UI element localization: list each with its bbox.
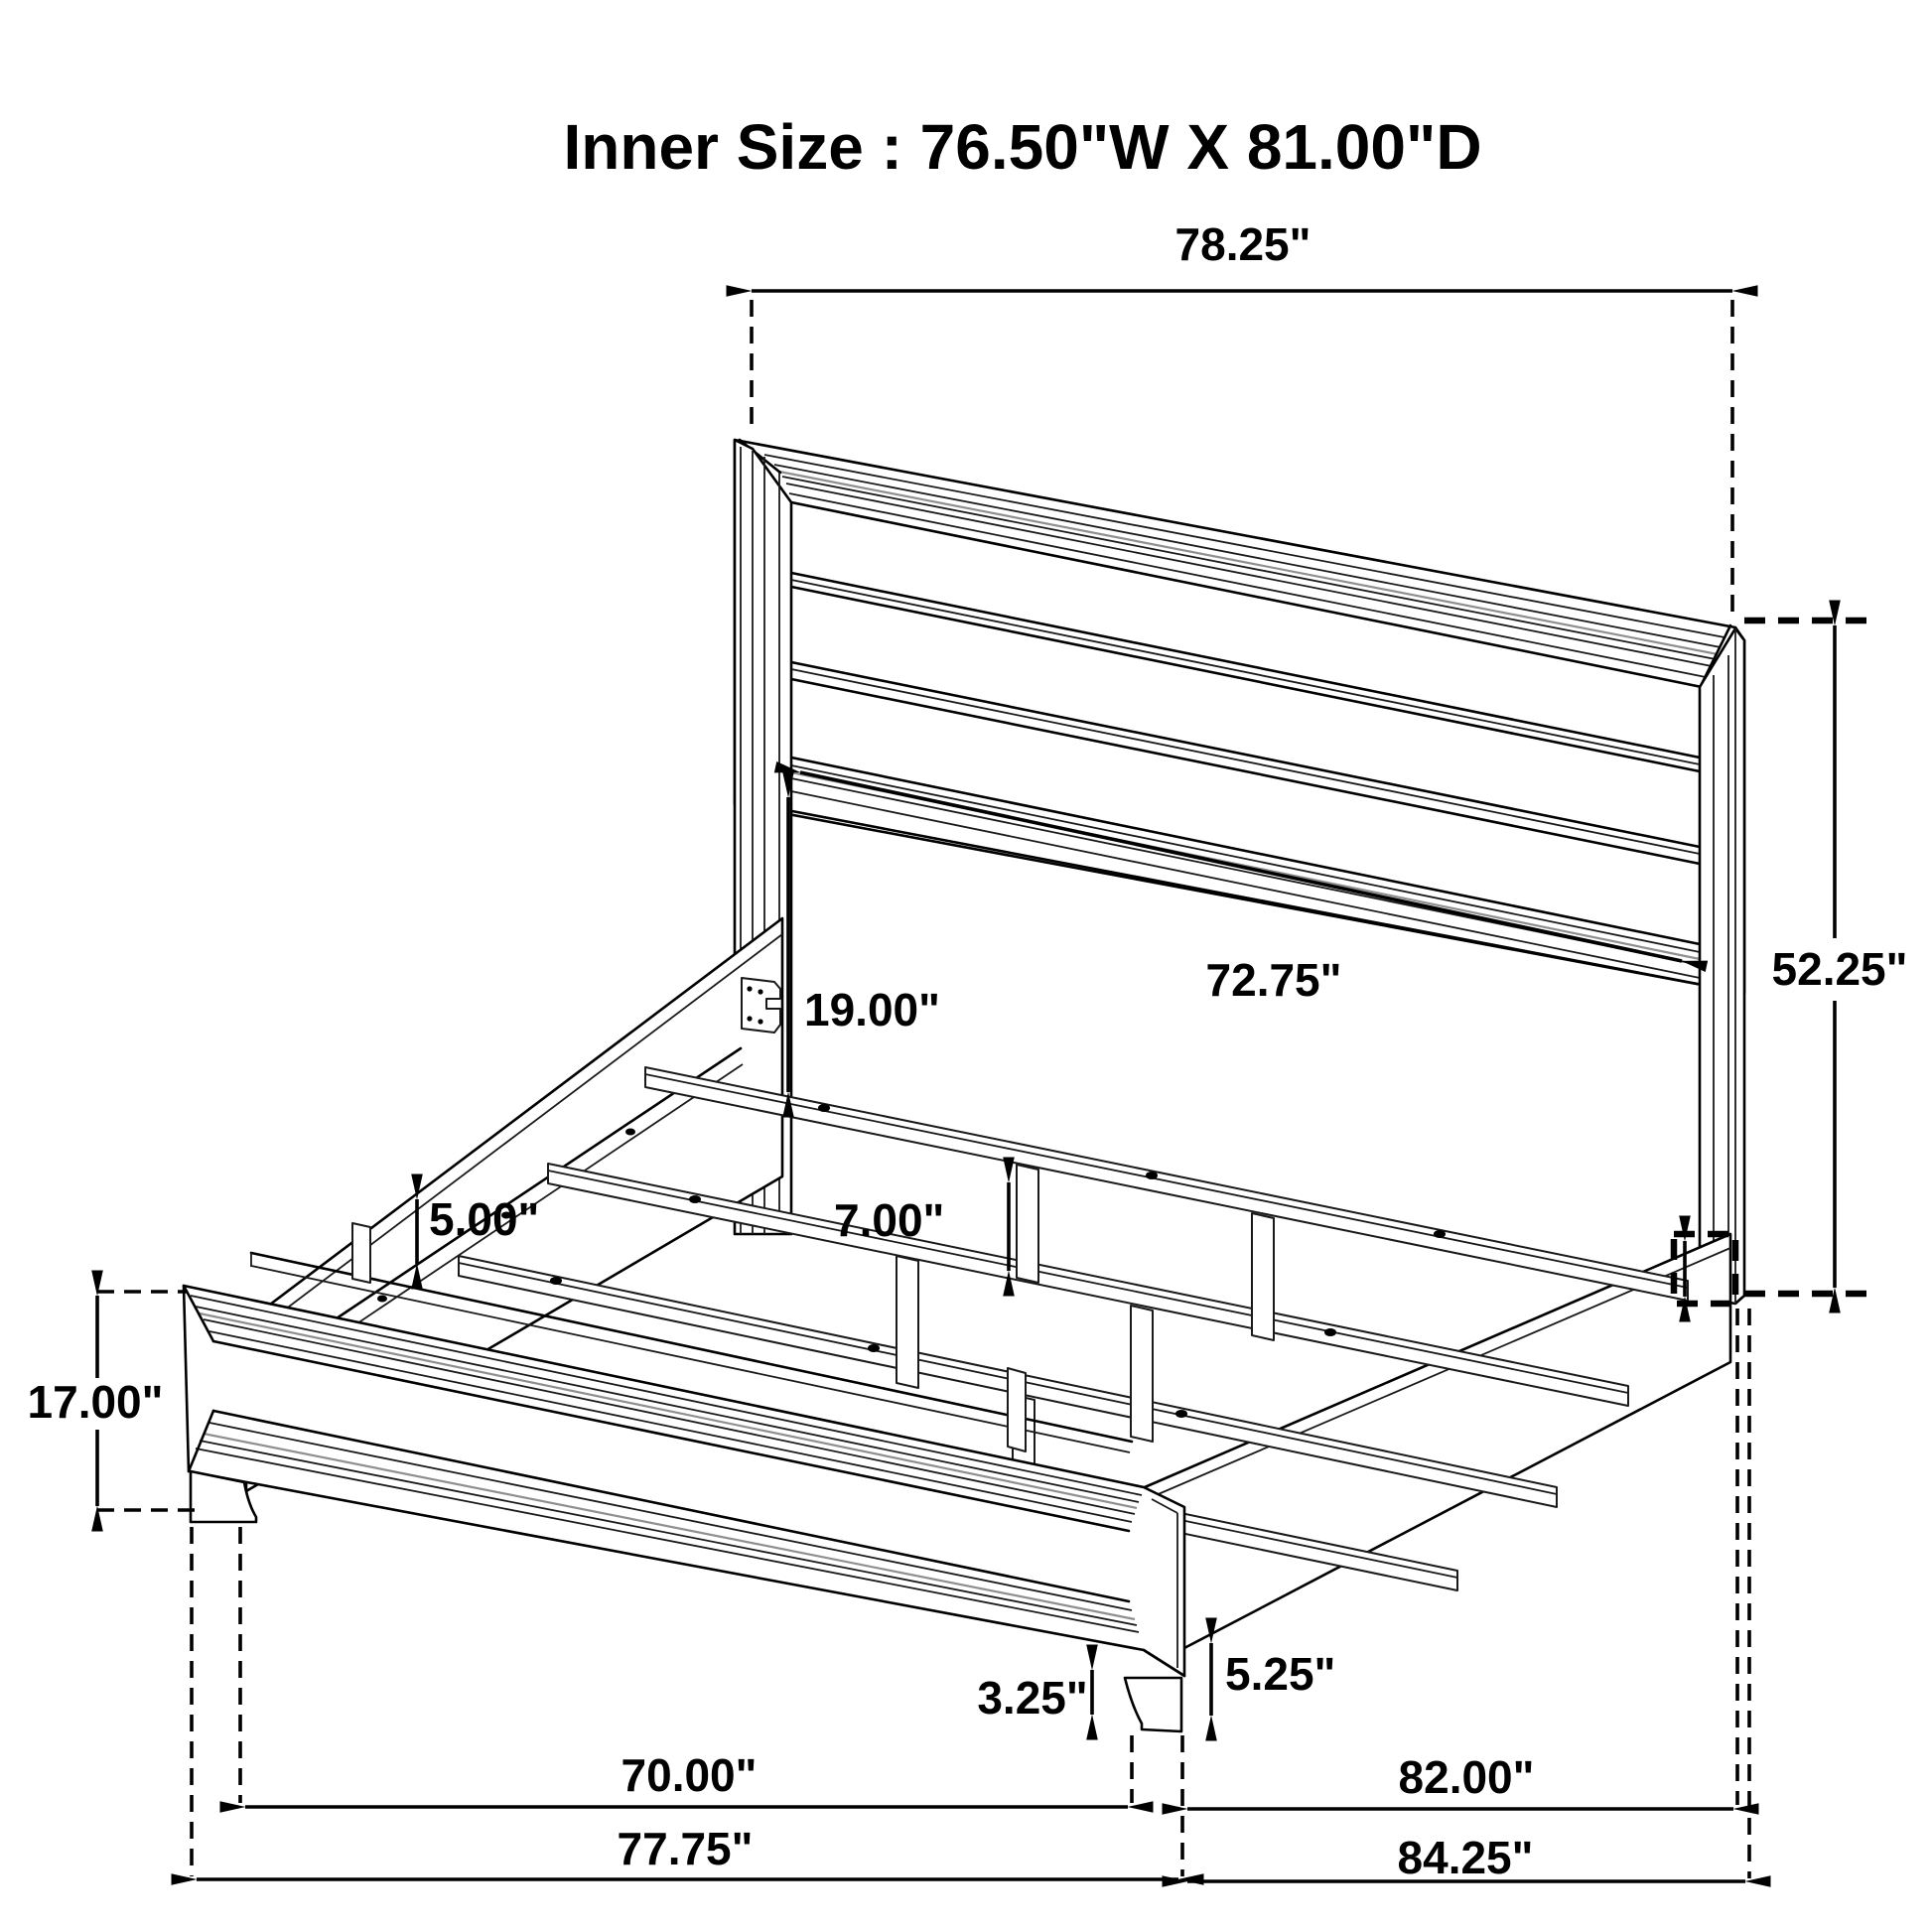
headboard-right-leg [1700,628,1744,1304]
footboard-height-label: 17.00" [27,1376,164,1428]
rail-top-to-slat-label: 5.00" [429,1193,540,1245]
total-depth-label: 84.25" [1397,1832,1534,1883]
headboard-height-label: 52.25" [1771,943,1908,995]
footboard-inner-width-label: 70.00" [621,1749,758,1801]
headboard-width-label: 78.25" [1174,218,1311,270]
footboard-right-leg [1125,1678,1181,1731]
panel-to-slat-label: 19.00" [804,984,940,1035]
rail-length-label: 82.00" [1398,1751,1535,1803]
footboard-inner-stub-2 [1008,1368,1026,1451]
footboard-leg-height-label: 3.25" [977,1672,1088,1724]
slat-spacing-label: 7.00" [834,1194,945,1246]
footboard-inner-stub [352,1223,370,1283]
headboard-inner-width-label: 72.75" [1205,954,1342,1006]
rail-to-floor-label: 5.25" [1225,1648,1336,1700]
headboard [735,440,1744,1304]
footboard-outer-width-label: 77.75" [617,1823,754,1874]
page-title: Inner Size : 76.50"W X 81.00"D [563,111,1482,183]
